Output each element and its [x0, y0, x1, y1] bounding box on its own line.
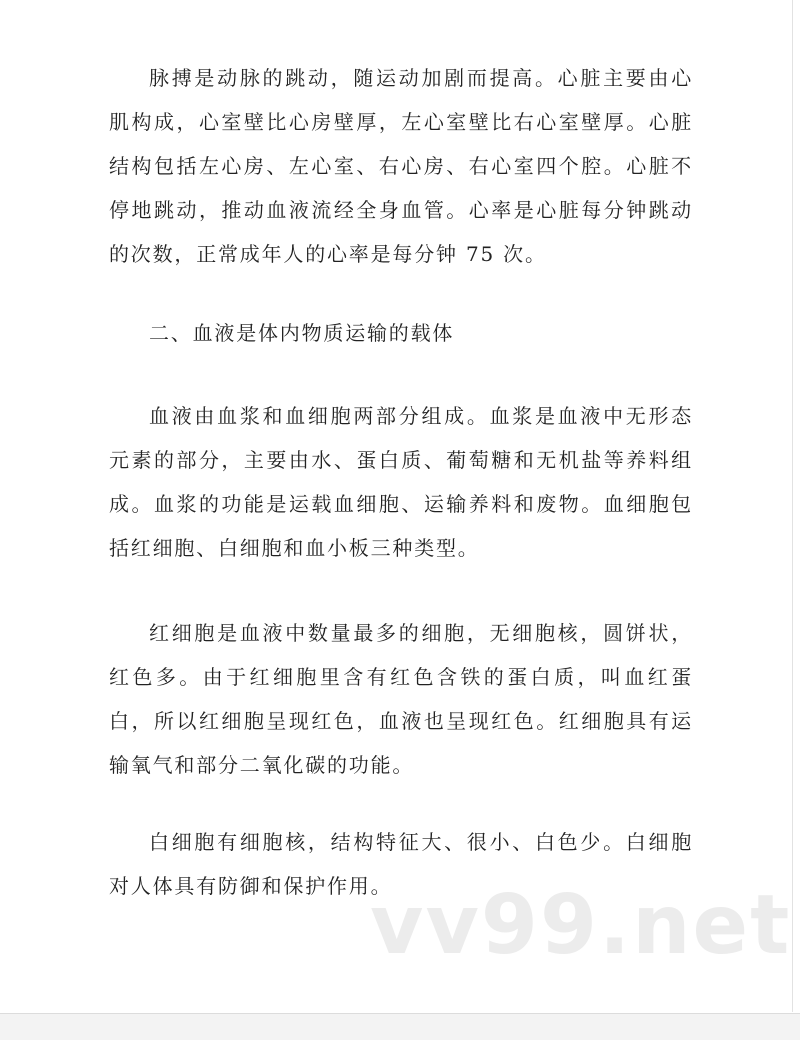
paragraph-blood-composition: 血液由血浆和血细胞两部分组成。血浆是血液中无形态元素的部分，主要由水、蛋白质、葡萄糖和无机盐等养料组成。血浆的功能是运载血细胞、运输养料和废物。血细胞包括红细胞、白细胞和血小板三种类型。 [109, 404, 693, 560]
watermark-text: vv99.net [370, 878, 792, 973]
paragraph-pulse-heart: 脉搏是动脉的跳动，随运动加剧而提高。心脏主要由心肌构成，心室壁比心房壁厚，左心室壁比右心室壁厚。心脏结构包括左心房、左心室、右心房、右心室四个腔。心脏不停地跳动，推动血液流经全身血管。心率是心脏每分钟跳动的次数，正常成年人的心率是每分钟 75 次。 [109, 66, 693, 266]
paragraph-white-blood-cells: 白细胞有细胞核，结构特征大、很小、白色少。白细胞对人体具有防御和保护作用。 [109, 830, 693, 898]
page-bottom-edge [0, 1013, 800, 1040]
section-heading-blood: 二、血液是体内物质运输的载体 [149, 321, 455, 345]
paragraph-red-blood-cells: 红细胞是血液中数量最多的细胞，无细胞核，圆饼状，红色多。由于红细胞里含有红色含铁的蛋白质，叫血红蛋白，所以红细胞呈现红色，血液也呈现红色。红细胞具有运输氧气和部分二氧化碳的功能。 [109, 621, 693, 777]
